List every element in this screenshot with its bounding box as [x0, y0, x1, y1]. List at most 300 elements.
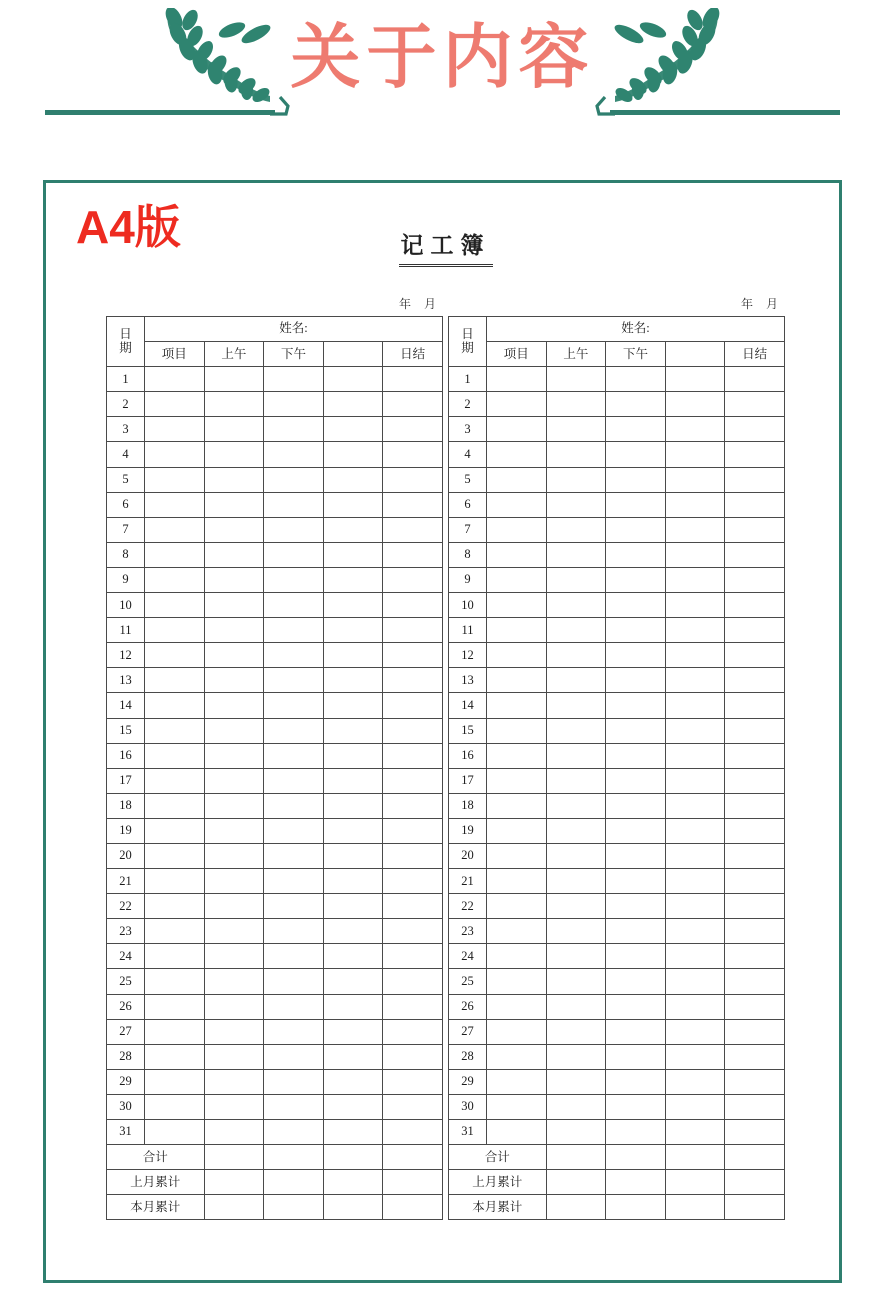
entry-cell[interactable] [323, 743, 383, 768]
entry-cell[interactable] [665, 718, 725, 743]
entry-cell[interactable] [323, 668, 383, 693]
entry-cell[interactable] [487, 693, 547, 718]
entry-cell[interactable] [264, 768, 324, 793]
entry-cell[interactable] [264, 869, 324, 894]
entry-cell[interactable] [665, 392, 725, 417]
entry-cell[interactable] [264, 367, 324, 392]
entry-cell[interactable] [665, 1094, 725, 1119]
entry-cell[interactable] [383, 969, 443, 994]
summary-cell[interactable] [204, 1145, 264, 1170]
entry-cell[interactable] [383, 869, 443, 894]
entry-cell[interactable] [323, 367, 383, 392]
entry-cell[interactable] [665, 919, 725, 944]
entry-cell[interactable] [323, 643, 383, 668]
entry-cell[interactable] [487, 643, 547, 668]
entry-cell[interactable] [546, 668, 606, 693]
entry-cell[interactable] [606, 1019, 666, 1044]
entry-cell[interactable] [606, 1044, 666, 1069]
entry-cell[interactable] [264, 994, 324, 1019]
entry-cell[interactable] [546, 517, 606, 542]
entry-cell[interactable] [264, 944, 324, 969]
entry-cell[interactable] [383, 793, 443, 818]
entry-cell[interactable] [264, 693, 324, 718]
entry-cell[interactable] [145, 1094, 205, 1119]
entry-cell[interactable] [546, 1094, 606, 1119]
entry-cell[interactable] [487, 994, 547, 1019]
summary-cell[interactable] [383, 1145, 443, 1170]
entry-cell[interactable] [204, 1069, 264, 1094]
entry-cell[interactable] [546, 392, 606, 417]
entry-cell[interactable] [145, 793, 205, 818]
entry-cell[interactable] [487, 668, 547, 693]
entry-cell[interactable] [323, 1094, 383, 1119]
entry-cell[interactable] [145, 718, 205, 743]
entry-cell[interactable] [487, 818, 547, 843]
entry-cell[interactable] [204, 869, 264, 894]
entry-cell[interactable] [204, 693, 264, 718]
entry-cell[interactable] [264, 517, 324, 542]
entry-cell[interactable] [725, 869, 785, 894]
entry-cell[interactable] [264, 1044, 324, 1069]
entry-cell[interactable] [606, 718, 666, 743]
entry-cell[interactable] [725, 643, 785, 668]
entry-cell[interactable] [204, 417, 264, 442]
entry-cell[interactable] [204, 618, 264, 643]
entry-cell[interactable] [606, 693, 666, 718]
summary-cell[interactable] [383, 1195, 443, 1220]
entry-cell[interactable] [145, 944, 205, 969]
entry-cell[interactable] [204, 919, 264, 944]
entry-cell[interactable] [606, 367, 666, 392]
entry-cell[interactable] [383, 392, 443, 417]
entry-cell[interactable] [546, 417, 606, 442]
entry-cell[interactable] [264, 843, 324, 868]
entry-cell[interactable] [264, 969, 324, 994]
entry-cell[interactable] [323, 994, 383, 1019]
entry-cell[interactable] [665, 517, 725, 542]
summary-cell[interactable] [546, 1170, 606, 1195]
summary-cell[interactable] [264, 1170, 324, 1195]
summary-cell[interactable] [204, 1195, 264, 1220]
entry-cell[interactable] [725, 567, 785, 592]
entry-cell[interactable] [323, 1120, 383, 1145]
entry-cell[interactable] [606, 492, 666, 517]
entry-cell[interactable] [323, 1044, 383, 1069]
summary-cell[interactable] [665, 1195, 725, 1220]
entry-cell[interactable] [487, 894, 547, 919]
entry-cell[interactable] [546, 1044, 606, 1069]
entry-cell[interactable] [487, 367, 547, 392]
entry-cell[interactable] [383, 994, 443, 1019]
summary-cell[interactable] [665, 1145, 725, 1170]
entry-cell[interactable] [383, 1019, 443, 1044]
summary-cell[interactable] [606, 1195, 666, 1220]
entry-cell[interactable] [725, 668, 785, 693]
entry-cell[interactable] [606, 567, 666, 592]
entry-cell[interactable] [546, 442, 606, 467]
summary-cell[interactable] [665, 1170, 725, 1195]
entry-cell[interactable] [204, 1044, 264, 1069]
entry-cell[interactable] [264, 818, 324, 843]
entry-cell[interactable] [323, 818, 383, 843]
entry-cell[interactable] [606, 618, 666, 643]
entry-cell[interactable] [323, 442, 383, 467]
entry-cell[interactable] [204, 768, 264, 793]
entry-cell[interactable] [323, 392, 383, 417]
summary-cell[interactable] [725, 1195, 785, 1220]
entry-cell[interactable] [145, 367, 205, 392]
entry-cell[interactable] [725, 1044, 785, 1069]
entry-cell[interactable] [546, 894, 606, 919]
entry-cell[interactable] [665, 593, 725, 618]
entry-cell[interactable] [264, 743, 324, 768]
entry-cell[interactable] [145, 869, 205, 894]
entry-cell[interactable] [323, 567, 383, 592]
entry-cell[interactable] [546, 969, 606, 994]
entry-cell[interactable] [606, 743, 666, 768]
entry-cell[interactable] [323, 593, 383, 618]
entry-cell[interactable] [546, 718, 606, 743]
entry-cell[interactable] [725, 743, 785, 768]
entry-cell[interactable] [606, 542, 666, 567]
entry-cell[interactable] [546, 567, 606, 592]
entry-cell[interactable] [204, 593, 264, 618]
entry-cell[interactable] [323, 693, 383, 718]
entry-cell[interactable] [204, 793, 264, 818]
entry-cell[interactable] [204, 944, 264, 969]
name-field[interactable]: 姓名: [487, 317, 785, 342]
entry-cell[interactable] [145, 618, 205, 643]
entry-cell[interactable] [725, 1094, 785, 1119]
entry-cell[interactable] [264, 1019, 324, 1044]
entry-cell[interactable] [665, 793, 725, 818]
entry-cell[interactable] [323, 894, 383, 919]
entry-cell[interactable] [546, 643, 606, 668]
entry-cell[interactable] [264, 919, 324, 944]
entry-cell[interactable] [665, 743, 725, 768]
entry-cell[interactable] [145, 1069, 205, 1094]
entry-cell[interactable] [204, 442, 264, 467]
summary-cell[interactable] [323, 1145, 383, 1170]
entry-cell[interactable] [487, 718, 547, 743]
entry-cell[interactable] [145, 643, 205, 668]
entry-cell[interactable] [487, 768, 547, 793]
entry-cell[interactable] [323, 1019, 383, 1044]
entry-cell[interactable] [665, 1044, 725, 1069]
entry-cell[interactable] [665, 668, 725, 693]
entry-cell[interactable] [606, 994, 666, 1019]
entry-cell[interactable] [665, 1019, 725, 1044]
entry-cell[interactable] [606, 969, 666, 994]
entry-cell[interactable] [383, 718, 443, 743]
entry-cell[interactable] [204, 994, 264, 1019]
entry-cell[interactable] [383, 743, 443, 768]
entry-cell[interactable] [264, 442, 324, 467]
entry-cell[interactable] [204, 643, 264, 668]
entry-cell[interactable] [204, 843, 264, 868]
entry-cell[interactable] [383, 1069, 443, 1094]
entry-cell[interactable] [383, 567, 443, 592]
entry-cell[interactable] [725, 919, 785, 944]
entry-cell[interactable] [606, 417, 666, 442]
entry-cell[interactable] [725, 593, 785, 618]
entry-cell[interactable] [264, 1069, 324, 1094]
entry-cell[interactable] [145, 919, 205, 944]
entry-cell[interactable] [606, 869, 666, 894]
entry-cell[interactable] [204, 367, 264, 392]
entry-cell[interactable] [145, 392, 205, 417]
summary-cell[interactable] [323, 1195, 383, 1220]
entry-cell[interactable] [606, 668, 666, 693]
entry-cell[interactable] [487, 1094, 547, 1119]
entry-cell[interactable] [145, 1044, 205, 1069]
entry-cell[interactable] [383, 367, 443, 392]
entry-cell[interactable] [383, 693, 443, 718]
entry-cell[interactable] [725, 417, 785, 442]
entry-cell[interactable] [665, 693, 725, 718]
entry-cell[interactable] [145, 693, 205, 718]
entry-cell[interactable] [264, 567, 324, 592]
entry-cell[interactable] [606, 593, 666, 618]
entry-cell[interactable] [204, 1094, 264, 1119]
entry-cell[interactable] [487, 392, 547, 417]
entry-cell[interactable] [487, 467, 547, 492]
entry-cell[interactable] [725, 843, 785, 868]
entry-cell[interactable] [487, 743, 547, 768]
entry-cell[interactable] [145, 417, 205, 442]
entry-cell[interactable] [487, 593, 547, 618]
entry-cell[interactable] [383, 417, 443, 442]
entry-cell[interactable] [264, 668, 324, 693]
entry-cell[interactable] [383, 492, 443, 517]
entry-cell[interactable] [606, 442, 666, 467]
entry-cell[interactable] [383, 843, 443, 868]
entry-cell[interactable] [145, 768, 205, 793]
summary-cell[interactable] [725, 1170, 785, 1195]
entry-cell[interactable] [145, 894, 205, 919]
entry-cell[interactable] [264, 467, 324, 492]
entry-cell[interactable] [606, 919, 666, 944]
summary-cell[interactable] [264, 1145, 324, 1170]
entry-cell[interactable] [725, 1120, 785, 1145]
entry-cell[interactable] [323, 869, 383, 894]
entry-cell[interactable] [264, 417, 324, 442]
entry-cell[interactable] [546, 869, 606, 894]
entry-cell[interactable] [725, 392, 785, 417]
entry-cell[interactable] [204, 969, 264, 994]
entry-cell[interactable] [665, 768, 725, 793]
entry-cell[interactable] [383, 668, 443, 693]
entry-cell[interactable] [606, 843, 666, 868]
entry-cell[interactable] [383, 919, 443, 944]
entry-cell[interactable] [665, 1069, 725, 1094]
entry-cell[interactable] [606, 467, 666, 492]
entry-cell[interactable] [546, 542, 606, 567]
entry-cell[interactable] [323, 618, 383, 643]
entry-cell[interactable] [487, 944, 547, 969]
entry-cell[interactable] [665, 542, 725, 567]
entry-cell[interactable] [204, 894, 264, 919]
summary-cell[interactable] [546, 1195, 606, 1220]
entry-cell[interactable] [725, 718, 785, 743]
entry-cell[interactable] [546, 467, 606, 492]
entry-cell[interactable] [725, 542, 785, 567]
entry-cell[interactable] [725, 467, 785, 492]
entry-cell[interactable] [665, 969, 725, 994]
entry-cell[interactable] [145, 969, 205, 994]
entry-cell[interactable] [665, 894, 725, 919]
entry-cell[interactable] [264, 618, 324, 643]
entry-cell[interactable] [725, 818, 785, 843]
entry-cell[interactable] [264, 1120, 324, 1145]
entry-cell[interactable] [323, 517, 383, 542]
entry-cell[interactable] [323, 793, 383, 818]
entry-cell[interactable] [606, 517, 666, 542]
entry-cell[interactable] [546, 1069, 606, 1094]
entry-cell[interactable] [383, 1044, 443, 1069]
entry-cell[interactable] [546, 818, 606, 843]
entry-cell[interactable] [487, 1069, 547, 1094]
entry-cell[interactable] [145, 567, 205, 592]
entry-cell[interactable] [487, 618, 547, 643]
entry-cell[interactable] [606, 1069, 666, 1094]
entry-cell[interactable] [145, 1019, 205, 1044]
entry-cell[interactable] [487, 567, 547, 592]
entry-cell[interactable] [383, 442, 443, 467]
entry-cell[interactable] [264, 718, 324, 743]
entry-cell[interactable] [665, 1120, 725, 1145]
entry-cell[interactable] [606, 793, 666, 818]
entry-cell[interactable] [383, 768, 443, 793]
entry-cell[interactable] [665, 994, 725, 1019]
entry-cell[interactable] [665, 843, 725, 868]
entry-cell[interactable] [546, 593, 606, 618]
entry-cell[interactable] [665, 367, 725, 392]
entry-cell[interactable] [145, 994, 205, 1019]
entry-cell[interactable] [204, 492, 264, 517]
entry-cell[interactable] [204, 392, 264, 417]
entry-cell[interactable] [323, 718, 383, 743]
entry-cell[interactable] [264, 793, 324, 818]
entry-cell[interactable] [546, 1019, 606, 1044]
entry-cell[interactable] [145, 492, 205, 517]
entry-cell[interactable] [323, 944, 383, 969]
entry-cell[interactable] [323, 467, 383, 492]
entry-cell[interactable] [264, 593, 324, 618]
entry-cell[interactable] [383, 542, 443, 567]
entry-cell[interactable] [487, 793, 547, 818]
summary-cell[interactable] [264, 1195, 324, 1220]
entry-cell[interactable] [487, 517, 547, 542]
entry-cell[interactable] [665, 442, 725, 467]
entry-cell[interactable] [606, 818, 666, 843]
entry-cell[interactable] [606, 1094, 666, 1119]
entry-cell[interactable] [546, 743, 606, 768]
entry-cell[interactable] [606, 392, 666, 417]
entry-cell[interactable] [546, 693, 606, 718]
entry-cell[interactable] [383, 517, 443, 542]
entry-cell[interactable] [665, 417, 725, 442]
entry-cell[interactable] [145, 743, 205, 768]
entry-cell[interactable] [264, 542, 324, 567]
entry-cell[interactable] [725, 517, 785, 542]
entry-cell[interactable] [383, 1094, 443, 1119]
entry-cell[interactable] [606, 1120, 666, 1145]
entry-cell[interactable] [323, 492, 383, 517]
entry-cell[interactable] [665, 944, 725, 969]
entry-cell[interactable] [725, 492, 785, 517]
summary-cell[interactable] [606, 1170, 666, 1195]
entry-cell[interactable] [725, 693, 785, 718]
entry-cell[interactable] [725, 1019, 785, 1044]
entry-cell[interactable] [487, 969, 547, 994]
entry-cell[interactable] [546, 843, 606, 868]
entry-cell[interactable] [323, 843, 383, 868]
entry-cell[interactable] [725, 894, 785, 919]
entry-cell[interactable] [145, 593, 205, 618]
entry-cell[interactable] [546, 793, 606, 818]
entry-cell[interactable] [487, 442, 547, 467]
entry-cell[interactable] [264, 392, 324, 417]
entry-cell[interactable] [665, 643, 725, 668]
entry-cell[interactable] [204, 567, 264, 592]
entry-cell[interactable] [383, 1120, 443, 1145]
entry-cell[interactable] [725, 969, 785, 994]
entry-cell[interactable] [145, 668, 205, 693]
entry-cell[interactable] [264, 492, 324, 517]
entry-cell[interactable] [145, 517, 205, 542]
entry-cell[interactable] [487, 1120, 547, 1145]
summary-cell[interactable] [323, 1170, 383, 1195]
entry-cell[interactable] [323, 1069, 383, 1094]
entry-cell[interactable] [725, 442, 785, 467]
entry-cell[interactable] [383, 944, 443, 969]
summary-cell[interactable] [546, 1145, 606, 1170]
entry-cell[interactable] [546, 618, 606, 643]
entry-cell[interactable] [323, 542, 383, 567]
entry-cell[interactable] [725, 793, 785, 818]
entry-cell[interactable] [665, 869, 725, 894]
entry-cell[interactable] [725, 367, 785, 392]
entry-cell[interactable] [606, 894, 666, 919]
entry-cell[interactable] [383, 643, 443, 668]
entry-cell[interactable] [725, 994, 785, 1019]
entry-cell[interactable] [383, 818, 443, 843]
entry-cell[interactable] [204, 467, 264, 492]
entry-cell[interactable] [204, 517, 264, 542]
entry-cell[interactable] [546, 944, 606, 969]
entry-cell[interactable] [487, 417, 547, 442]
entry-cell[interactable] [487, 869, 547, 894]
entry-cell[interactable] [204, 818, 264, 843]
entry-cell[interactable] [323, 417, 383, 442]
entry-cell[interactable] [606, 768, 666, 793]
entry-cell[interactable] [725, 768, 785, 793]
entry-cell[interactable] [546, 919, 606, 944]
summary-cell[interactable] [204, 1170, 264, 1195]
entry-cell[interactable] [665, 818, 725, 843]
entry-cell[interactable] [264, 1094, 324, 1119]
entry-cell[interactable] [487, 919, 547, 944]
entry-cell[interactable] [546, 1120, 606, 1145]
entry-cell[interactable] [725, 618, 785, 643]
entry-cell[interactable] [323, 969, 383, 994]
entry-cell[interactable] [665, 467, 725, 492]
summary-cell[interactable] [725, 1145, 785, 1170]
entry-cell[interactable] [383, 894, 443, 919]
entry-cell[interactable] [383, 593, 443, 618]
entry-cell[interactable] [606, 643, 666, 668]
